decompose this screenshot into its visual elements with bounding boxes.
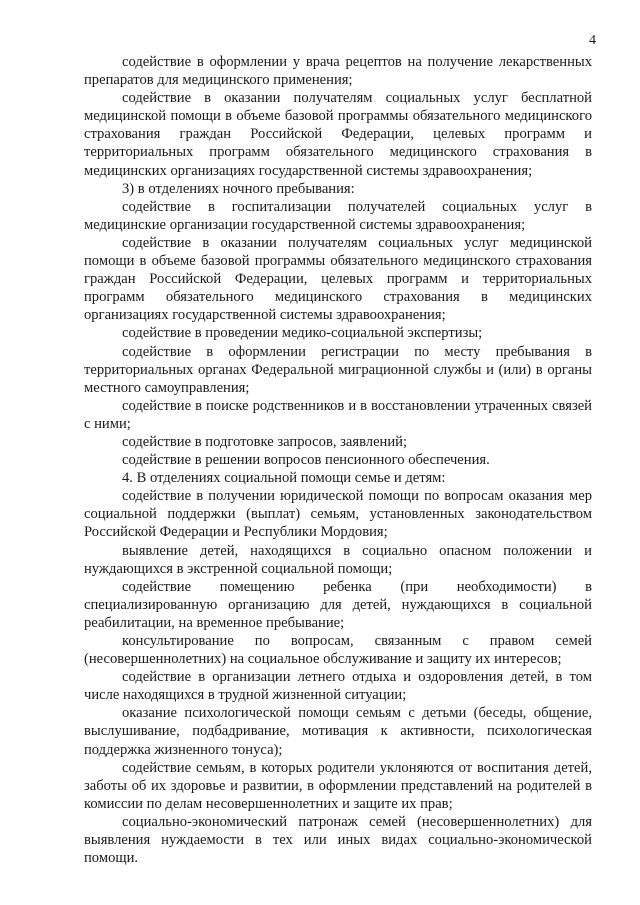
paragraph: содействие в решении вопросов пенсионного обеспечения.	[122, 452, 490, 469]
paragraph: содействие помещению ребенка (при необходимости) в специализированную организацию для детей, нуждающихся в социальной реабилитации, на временное пребывание;	[84, 578, 592, 631]
paragraph: содействие в оформлении регистрации по месту пребывания в территориальных органах Федеральной миграционной службы и (или) в органы местного самоуправления;	[84, 343, 592, 396]
paragraph: социально-экономический патронаж семей (несовершеннолетних) для выявления нуждаемости в тех или иных видах социально-экономической помощи.	[84, 813, 592, 867]
paragraph: содействие в оказании получателям социальных услуг медицинской помощи в объеме базовой программы обязательного медицинского страхования граждан Российской Федерации, целевых программ и территориальных программ обязательного медицинского страхования в медицинских организациях государственной системы здравоохранения;	[84, 234, 592, 324]
paragraph: содействие в получении юридической помощи по вопросам оказания мер социальной поддержки (выплат) семьям, установленных законодательством Российской Федерации и Республики Мордовия;	[84, 488, 592, 541]
paragraph: выявление детей, находящихся в социально опасном положении и нуждающихся в экстренной социальной помощи;	[84, 542, 592, 577]
paragraph: содействие в подготовке запросов, заявлений;	[122, 433, 408, 450]
paragraph: оказание психологической помощи семьям с детьми (беседы, общение, выслушивание, подбадривание, мотивация к активности, психологическая поддержка жизненного тонуса);	[84, 705, 592, 758]
page-number: 4	[589, 33, 596, 48]
paragraph: содействие в оформлении у врача рецептов на получение лекарственных препаратов для медицинского применения;	[84, 54, 592, 89]
section-heading: 3) в отделениях ночного пребывания:	[122, 180, 355, 197]
paragraph: содействие в организации летнего отдыха и оздоровления детей, в том числе находящихся в трудной жизненной ситуации;	[84, 669, 592, 704]
paragraph: содействие семьям, в которых родители уклоняются от воспитания детей, заботы об их здоровье и развитии, в оформлении представлений на родителей в комиссии по делам несовершеннолетних и защите их прав;	[84, 759, 592, 812]
paragraph: консультирование по вопросам, связанным с правом семей (несовершеннолетних) на социальное обслуживание и защиту их интересов;	[84, 633, 592, 668]
paragraph: содействие в оказании получателям социальных услуг бесплатной медицинской помощи в объеме базовой программы обязательного медицинского страхования граждан Российской Федерации, целевых программ и территориальных программ обязательного медицинского страхования в медицинских организациях государственной системы здравоохранения;	[84, 90, 592, 179]
paragraph: содействие в поиске родственников и в восстановлении утраченных связей с ними;	[84, 397, 592, 432]
paragraph: содействие в проведении медико-социальной экспертизы;	[122, 325, 483, 342]
document-body	[84, 53, 592, 867]
paragraph: содействие в госпитализации получателей социальных услуг в медицинские организации государственной системы здравоохранения;	[84, 198, 592, 233]
section-heading: 4. В отделениях социальной помощи семье и детям:	[122, 470, 446, 487]
